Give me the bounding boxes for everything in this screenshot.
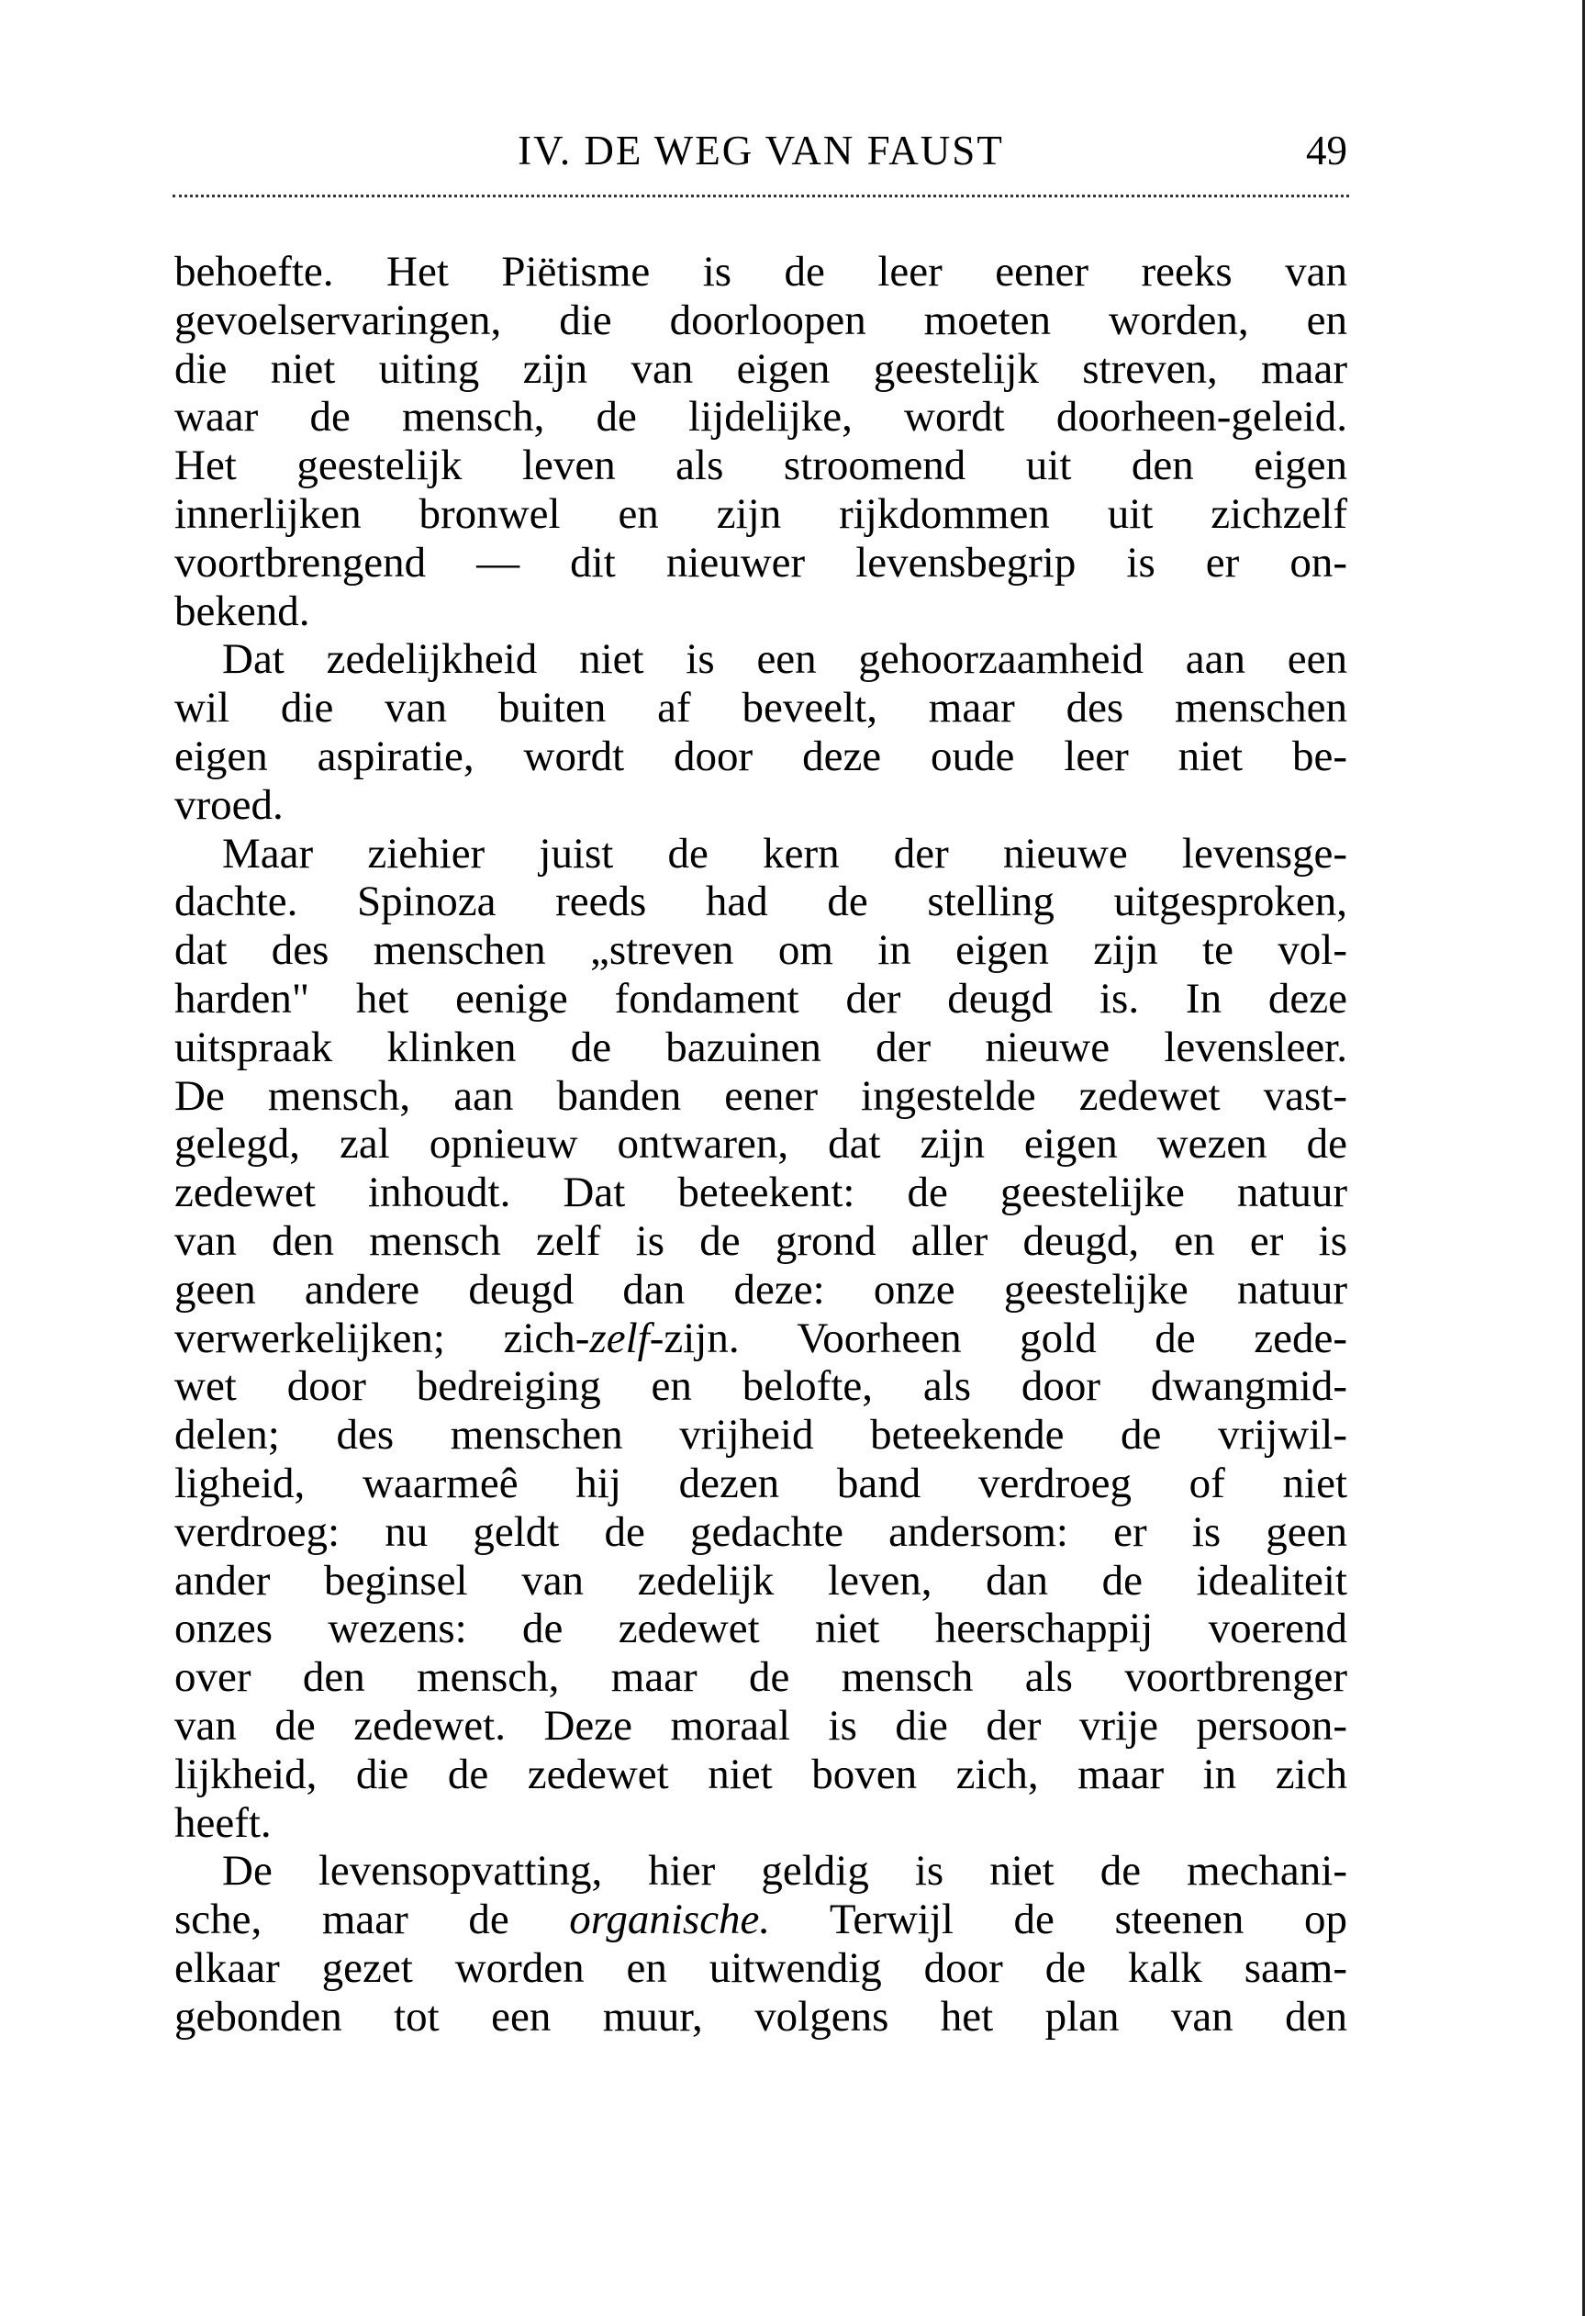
text-segment: -zijn. Voorheen gold de zede- xyxy=(649,1314,1347,1362)
dotted-rule xyxy=(173,195,1349,197)
italic-word: organische. xyxy=(569,1896,771,1944)
text-line: Maar ziehier juist de kern der nieuwe levensge- xyxy=(222,829,1347,878)
text-line: heeft. xyxy=(174,1798,272,1847)
text-line: gebonden tot een muur, volgens het plan van den xyxy=(174,1992,1347,2041)
text-line: wet door bedreiging en belofte, als door dwangmid- xyxy=(174,1362,1347,1411)
page-number: 49 xyxy=(1306,128,1347,173)
text-line: dachte. Spinoza reeds had de stelling uitgesproken, xyxy=(174,878,1347,926)
text-line: behoefte. Het Piëtisme is de leer eener reeks van xyxy=(174,248,1347,296)
text-line: innerlijken bronwel en zijn rijkdommen uit zichzelf xyxy=(174,489,1347,538)
text-line: van den mensch zelf is de grond aller deugd, en er is xyxy=(174,1216,1347,1265)
text-line: vroed. xyxy=(174,780,284,829)
running-title: IV. DE WEG VAN FAUST xyxy=(518,128,1004,173)
text-segment: verwerkelijken; zich- xyxy=(174,1314,590,1362)
text-line xyxy=(174,1315,1347,1363)
text-line: De levensopvatting, hier geldig is niet de mechani- xyxy=(222,1847,1347,1896)
text-line: Het geestelijk leven als stroomend uit den eigen xyxy=(174,442,1347,490)
text-line: gelegd, zal opnieuw ontwaren, dat zijn eigen wezen de xyxy=(174,1120,1347,1169)
text-line: gevoelservaringen, die doorloopen moeten worden, en xyxy=(174,296,1347,344)
body-text xyxy=(174,248,1347,2041)
text-line: Dat zedelijkheid niet is een gehoorzaamheid aan een xyxy=(222,635,1347,684)
text-line: harden" het eenige fondament der deugd is. In deze xyxy=(174,974,1347,1023)
page-edge-line xyxy=(1582,0,1585,2316)
text-line: verdroeg: nu geldt de gedachte andersom: er is geen xyxy=(174,1507,1347,1556)
text-line: dat des menschen „streven om in eigen zijn te vol- xyxy=(174,926,1347,975)
text-line: die niet uiting zijn van eigen geestelijk streven, maar xyxy=(174,344,1347,393)
text-line: zedewet inhoudt. Dat beteekent: de geestelijke natuur xyxy=(174,1169,1347,1217)
text-line: wil die van buiten af beveelt, maar des menschen xyxy=(174,684,1347,733)
text-line: bekend. xyxy=(174,587,310,635)
text-line: ander beginsel van zedelijk leven, dan de idealiteit xyxy=(174,1556,1347,1605)
text-line: waar de mensch, de lijdelijke, wordt doorheen-geleid. xyxy=(174,393,1347,442)
text-line: onzes wezens: de zedewet niet heerschappij voerend xyxy=(174,1605,1347,1653)
italic-word: zelf xyxy=(589,1314,650,1362)
running-header xyxy=(174,127,1347,178)
text-line: voortbrengend — dit nieuwer levensbegrip is er on- xyxy=(174,538,1347,587)
text-line xyxy=(174,1896,1347,1944)
text-line: delen; des menschen vrijheid beteekende de vrijwil- xyxy=(174,1411,1347,1460)
text-line: geen andere deugd dan deze: onze geestelijke natuur xyxy=(174,1265,1347,1314)
text-segment: Terwijl de steenen op xyxy=(770,1896,1347,1944)
text-line: van de zedewet. Deze moraal is die der vrije persoon- xyxy=(174,1701,1347,1750)
text-line: lijkheid, die de zedewet niet boven zich, maar in zich xyxy=(174,1750,1347,1798)
text-line: eigen aspiratie, wordt door deze oude leer niet be- xyxy=(174,732,1347,780)
text-line: uitspraak klinken de bazuinen der nieuwe levensleer. xyxy=(174,1023,1347,1071)
text-line: over den mensch, maar de mensch als voortbrenger xyxy=(174,1653,1347,1702)
text-line: De mensch, aan banden eener ingestelde zedewet vast- xyxy=(174,1071,1347,1120)
text-line: elkaar gezet worden en uitwendig door de kalk saam- xyxy=(174,1943,1347,1992)
text-segment: sche, maar de xyxy=(174,1896,570,1944)
text-line: ligheid, waarmeê hij dezen band verdroeg of niet xyxy=(174,1459,1347,1507)
